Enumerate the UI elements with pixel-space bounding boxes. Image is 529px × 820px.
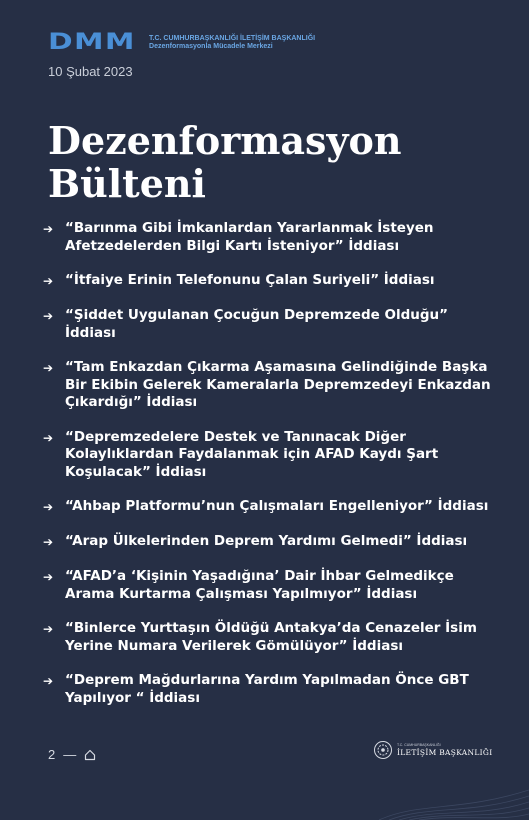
page-title bbox=[48, 119, 488, 205]
list-item[interactable] bbox=[43, 359, 493, 412]
list-item[interactable] bbox=[43, 272, 493, 290]
list-item[interactable] bbox=[43, 620, 493, 655]
decorative-waves bbox=[379, 760, 529, 820]
arrow-right-icon: ➔ bbox=[43, 570, 54, 584]
arrow-right-icon: ➔ bbox=[43, 274, 54, 288]
brand-text bbox=[397, 744, 493, 756]
list-item[interactable] bbox=[43, 498, 493, 516]
arrow-right-icon: ➔ bbox=[43, 535, 54, 549]
list-item-text: “Şiddet Uygulanan Çocuğun Depremzede Olduğu” İddiası bbox=[65, 307, 449, 341]
arrow-right-icon: ➔ bbox=[43, 222, 54, 236]
list-item-text: “Binlerce Yurttaşın Öldüğü Antakya’da Cenazeler İsim Yerine Numara Verilerek Gömülüyor” İddiası bbox=[65, 620, 477, 654]
list-item-text: “Arap Ülkelerinden Deprem Yardımı Gelmedi” İddiası bbox=[65, 533, 468, 549]
header bbox=[48, 32, 315, 54]
home-icon[interactable] bbox=[84, 749, 96, 761]
list-item-text: “Tam Enkazdan Çıkarma Aşamasına Gelindiğinde Başka Bir Ekibin Gelerek Kameralarla Depremzedeyi Enkazdan Çıkardığı” İddiası bbox=[65, 359, 491, 410]
page-footer bbox=[48, 747, 96, 762]
list-item-text: “Depremzedelere Destek ve Tanınacak Diğer Kolaylıklardan Faydalanmak için AFAD Kaydı Şart Koşulacak” İddiası bbox=[65, 428, 439, 480]
dmm-logo: DMM bbox=[48, 30, 136, 55]
list-item-text: “Ahbap Platformu’nun Çalışmaları Engelleniyor” İddiası bbox=[65, 498, 489, 514]
seal-icon bbox=[373, 740, 393, 760]
bulletin-date: 10 Şubat 2023 bbox=[48, 64, 133, 79]
arrow-right-icon: ➔ bbox=[43, 500, 54, 514]
list-item-text: “Deprem Mağdurlarına Yardım Yapılmadan Önce GBT Yapılıyor “ İddiası bbox=[65, 672, 469, 706]
list-item-text: “AFAD’a ‘Kişinin Yaşadığına’ Dair İhbar Gelmedikçe Arama Kurtarma Çalışması Yapılmıyor” İddiası bbox=[65, 568, 454, 602]
footer-separator: — bbox=[63, 747, 77, 762]
brand-logo bbox=[373, 740, 493, 760]
arrow-right-icon: ➔ bbox=[43, 309, 54, 323]
arrow-right-icon: ➔ bbox=[43, 361, 54, 375]
arrow-right-icon: ➔ bbox=[43, 622, 54, 636]
org-line-2: Dezenformasyonla Mücadele Merkezi bbox=[149, 43, 273, 50]
arrow-right-icon: ➔ bbox=[43, 674, 54, 688]
brand-small-text: T.C. CUMHURBAŞKANLIĞI bbox=[397, 743, 441, 747]
org-name bbox=[149, 35, 315, 51]
brand-main-text: İLETİŞİM BAŞKANLIĞI bbox=[397, 747, 493, 757]
org-line-1: T.C. CUMHURBAŞKANLIĞI İLETİŞİM BAŞKANLIĞI bbox=[149, 34, 316, 42]
list-item-text: “İtfaiye Erinin Telefonunu Çalan Suriyeli” İddiası bbox=[65, 272, 435, 288]
list-item[interactable] bbox=[43, 220, 493, 255]
list-item[interactable] bbox=[43, 533, 493, 551]
page-number: 2 bbox=[48, 747, 56, 762]
list-item-text: “Barınma Gibi İmkanlardan Yararlanmak İsteyen Afetzedelerden Bilgi Kartı İsteniyor” İddiası bbox=[65, 220, 434, 254]
list-item[interactable] bbox=[43, 429, 493, 482]
title-line-2: Bülteni bbox=[48, 161, 206, 206]
arrow-right-icon: ➔ bbox=[43, 430, 54, 445]
claims-list bbox=[43, 220, 493, 724]
title-line-1: Dezenformasyon bbox=[48, 118, 402, 163]
list-item[interactable] bbox=[43, 672, 493, 707]
list-item[interactable] bbox=[43, 568, 493, 603]
list-item[interactable] bbox=[43, 307, 493, 342]
